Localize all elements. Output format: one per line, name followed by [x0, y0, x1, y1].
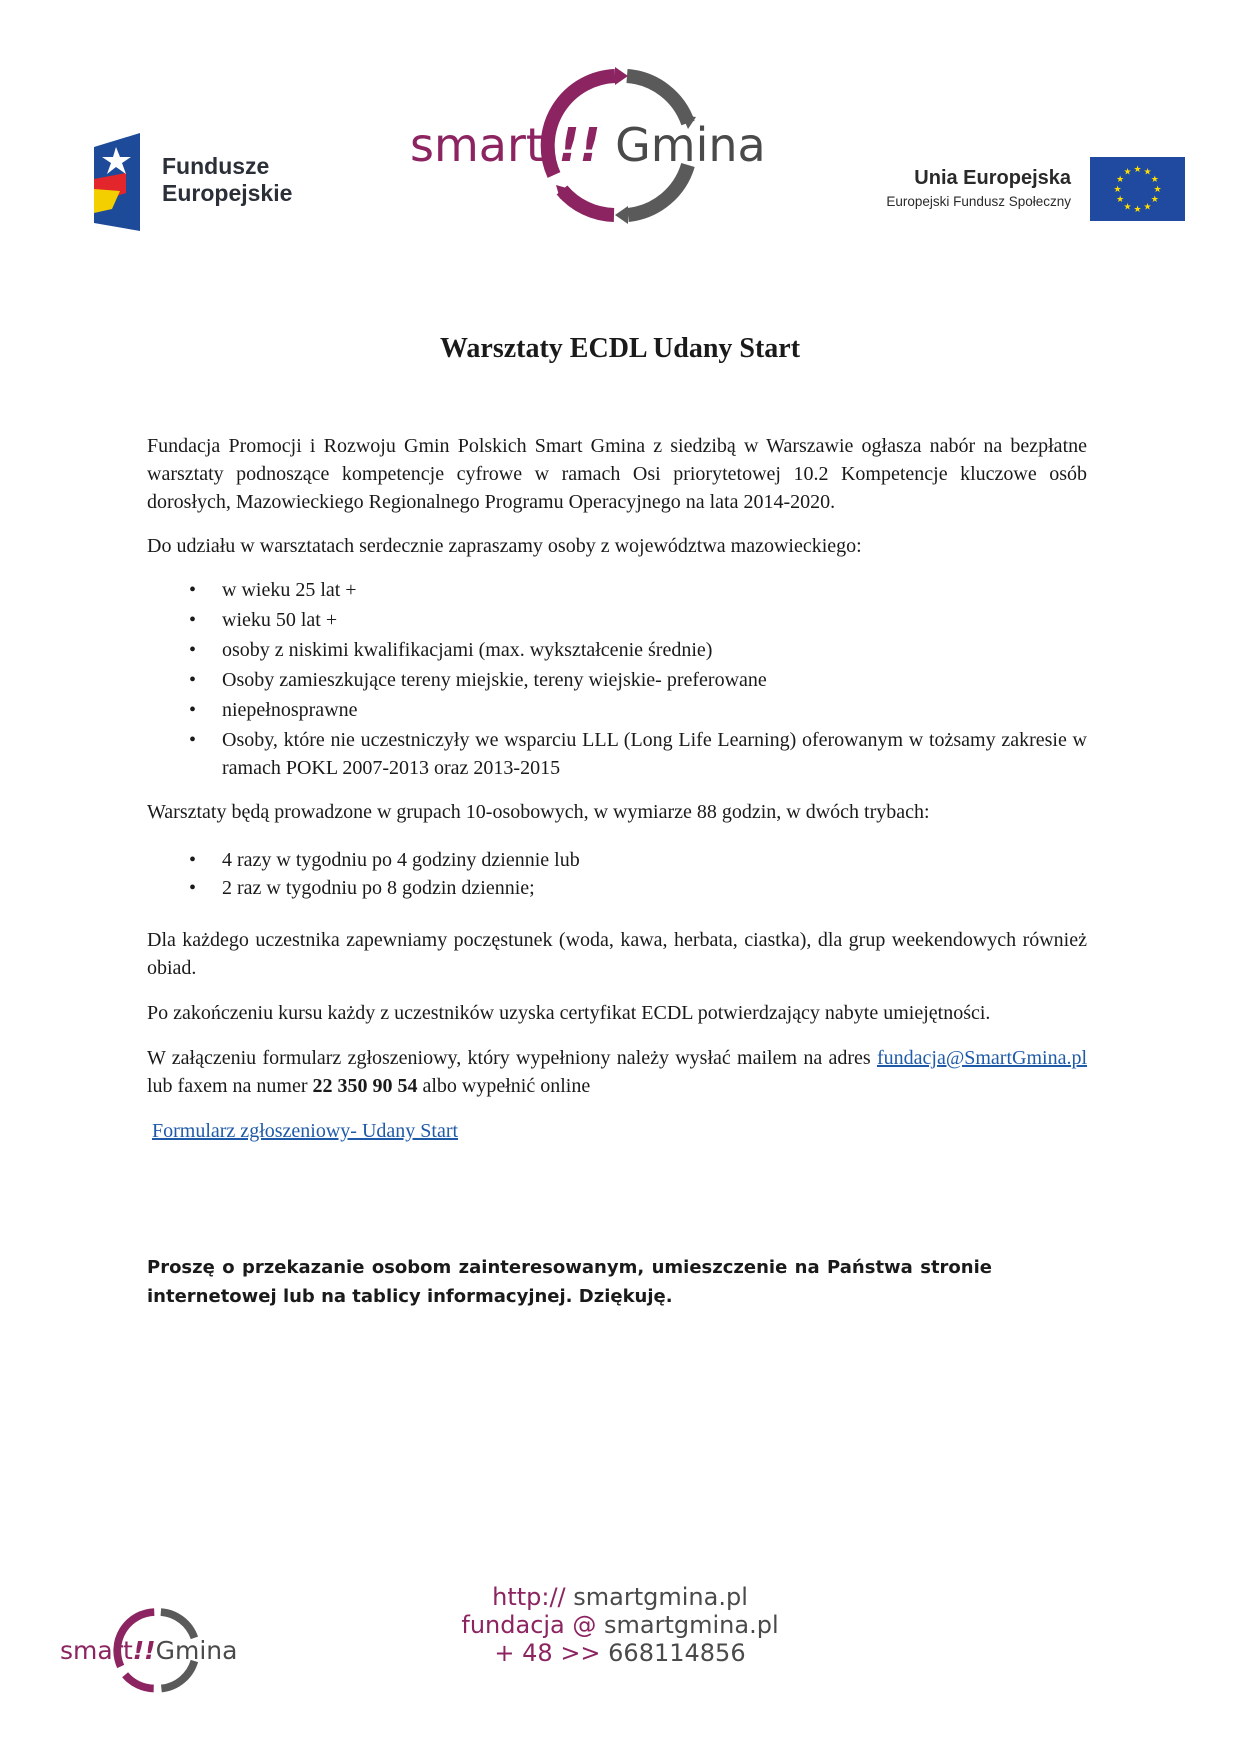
eu-star-icon: ★ [1123, 201, 1132, 212]
ue-logo-title: Unia Europejska [914, 167, 1071, 189]
smart-word-part3: Gmina [615, 118, 766, 172]
closing-line2: internetowej lub na tablicy informacyjnej. Dziękuję. [147, 1286, 673, 1307]
website-value: smartgmina.pl [565, 1583, 748, 1611]
phone-value: 668114856 [600, 1639, 746, 1667]
page-title: Warsztaty ECDL Udany Start [439, 333, 801, 364]
smart-word-part2: !! [558, 118, 601, 172]
eu-star-icon: ★ [1153, 184, 1162, 194]
website-prefix: http:// [492, 1583, 566, 1611]
eu-star-icon: ★ [1116, 174, 1125, 184]
list-item: • 4 razy w tygodniu po 4 godziny dziennie lub [147, 846, 1087, 874]
phone-prefix: + 48 >> [494, 1639, 601, 1667]
intro-paragraph: Fundacja Promocji i Rozwoju Gmin Polskich Smart Gmina z siedzibą w Warszawie ogłasza nabór na bezpłatne warsztaty podnoszące kompetencje cyfrowe w ramach Osi priorytetowej 10.2 Kompetencje kluczowe osób dorosłych, Mazowieckiego Regionalnego Programu Operacyjnego na lata 2014-2020. [147, 435, 1087, 513]
refreshments-paragraph: Dla każdego uczestnika zapewniamy poczęstunek (woda, kawa, herbata, ciastka), dla grup weekendowych również obiad. [147, 929, 1087, 979]
list-item: • w wieku 25 lat + [147, 576, 1087, 604]
form-link[interactable]: Formularz zgłoszeniowy- Udany Start [152, 1120, 459, 1142]
invite-paragraph: Do udziału w warsztatach serdecznie zapraszamy osoby z województwa mazowieckiego: [147, 535, 862, 557]
eu-stars-icon [1090, 157, 1185, 221]
fe-flag-icon [90, 133, 150, 231]
fe-logo-text [162, 153, 292, 207]
email-prefix: fundacja @ [461, 1611, 597, 1639]
eu-star-icon: ★ [1113, 184, 1122, 194]
email-value: smartgmina.pl [596, 1611, 779, 1639]
footer-wordmark [60, 1636, 237, 1665]
eu-star-icon: ★ [1133, 164, 1142, 174]
list-item: • niepełnosprawne [147, 696, 1087, 724]
eu-star-icon: ★ [1143, 166, 1152, 177]
attachment-text1: W załączeniu formularz zgłoszeniowy, który wypełniony należy wysłać mailem na adres [147, 1047, 871, 1069]
footer-contact [420, 1583, 820, 1667]
eu-star-icon: ★ [1116, 194, 1125, 204]
eu-star-icon: ★ [1123, 166, 1132, 177]
form-link-paragraph [147, 1117, 1087, 1145]
footer-phone [420, 1639, 820, 1667]
fax-number: 22 350 90 54 [312, 1075, 418, 1097]
list-item: • Osoby zamieszkujące tereny miejskie, tereny wiejskie- preferowane [147, 666, 1087, 694]
eu-flag-icon [1090, 157, 1185, 221]
fe-logo-line1: Fundusze [162, 153, 270, 179]
list-item: • 2 raz w tygodniu po 8 godzin dziennie; [147, 874, 1087, 902]
closing-line1: Proszę o przekazanie osobom zainteresowanym, umieszczenie na Państwa stronie [147, 1257, 992, 1278]
list-item: • wieku 50 lat + [147, 606, 1087, 634]
groups-info-paragraph: Warsztaty będą prowadzone w grupach 10-osobowych, w wymiarze 88 godzin, w dwóch trybach: [147, 801, 930, 823]
smart-gmina-wordmark [410, 117, 766, 173]
list-item: • Osoby, które nie uczestniczyły we wsparciu LLL (Long Life Learning) oferowanym w tożsamy zakresie w ramach POKL 2007-2013 oraz 2013-2015 [147, 726, 1087, 782]
document-body [147, 432, 1087, 1145]
email-link[interactable]: fundacja@SmartGmina.pl [876, 1047, 1088, 1069]
closing-note [147, 1253, 992, 1311]
footer-email[interactable] [420, 1611, 820, 1639]
modes-list [147, 846, 1087, 902]
attachment-paragraph [147, 1044, 1087, 1100]
attachment-text2: lub faxem na numer [147, 1075, 308, 1097]
attachment-text3: albo wypełnić online [422, 1075, 591, 1097]
fe-logo-line2: Europejskie [162, 180, 293, 206]
eu-star-icon: ★ [1143, 201, 1152, 212]
eu-star-icon: ★ [1150, 194, 1159, 204]
certificate-paragraph: Po zakończeniu kursu każdy z uczestników uzyska certyfikat ECDL potwierdzający nabyte umiejętności. [147, 1002, 991, 1024]
ue-logo-subtitle: Europejski Fundusz Społeczny [886, 194, 1071, 209]
footer-word-part1: smart [60, 1636, 133, 1665]
footer-website[interactable] [420, 1583, 820, 1611]
target-groups-list [147, 576, 1087, 782]
footer-smart-gmina-logo [60, 1595, 260, 1705]
smart-word-part1: smart [410, 118, 544, 172]
footer-word-part2: !! [132, 1636, 156, 1665]
eu-star-icon: ★ [1133, 204, 1142, 214]
eu-star-icon: ★ [1150, 174, 1159, 184]
smart-gmina-logo [410, 45, 770, 245]
unia-europejska-logo [855, 157, 1185, 221]
footer-word-part3: Gmina [155, 1636, 238, 1665]
fundusze-europejskie-logo [90, 133, 320, 233]
list-item: • osoby z niskimi kwalifikacjami (max. wykształcenie średnie) [147, 636, 1087, 664]
